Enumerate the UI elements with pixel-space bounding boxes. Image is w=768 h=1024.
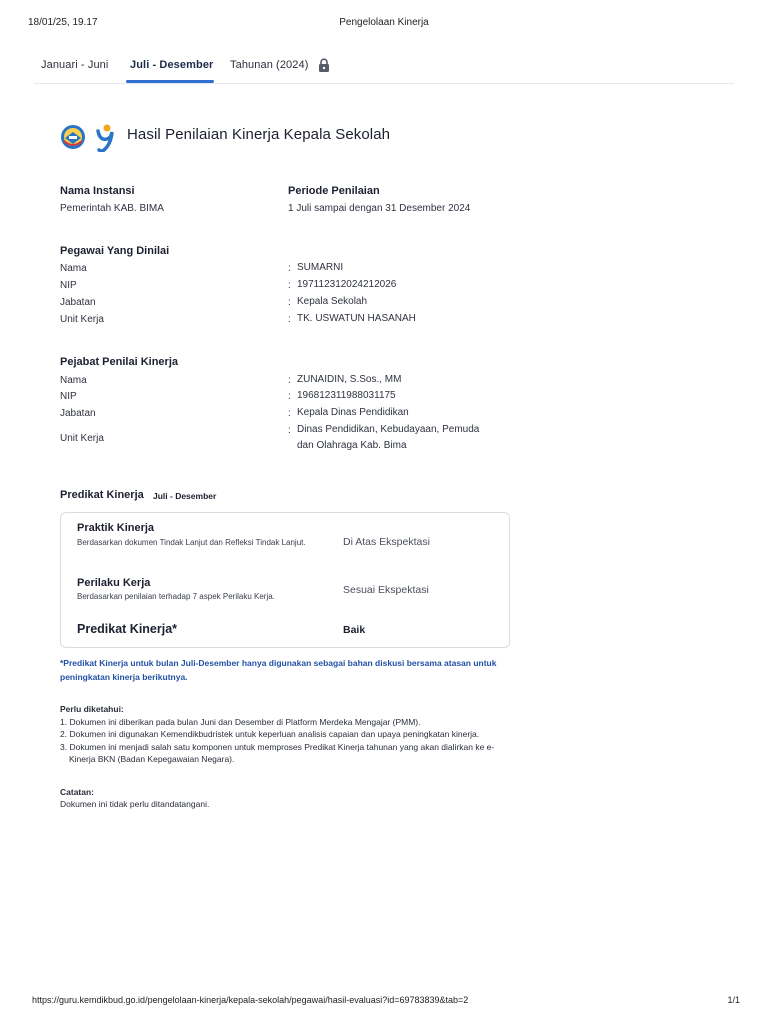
predikat-final-title: Predikat Kinerja* [77, 622, 178, 636]
print-title: Pengelolaan Kinerja [339, 17, 429, 28]
tab-januari-juni[interactable]: Januari - Juni [41, 59, 109, 71]
pegawai-nip-value: 197112312024212026 [297, 279, 397, 290]
praktik-kinerja-value: Di Atas Ekspektasi [343, 536, 430, 548]
print-header [28, 17, 740, 31]
colon: : [288, 425, 291, 436]
lock-icon [318, 58, 330, 72]
colon: : [288, 280, 291, 291]
praktik-kinerja-title: Praktik Kinerja [77, 522, 155, 534]
perilaku-kerja-title: Perilaku Kerja [77, 577, 151, 589]
perlu-diketahui-item: 1. Dokumen ini diberikan pada bulan Juni dan Desember di Platform Merdeka Mengajar (PMM). [60, 716, 421, 727]
page-title: Hasil Penilaian Kinerja Kepala Sekolah [127, 126, 391, 143]
page-number: 1/1 [727, 995, 740, 1005]
pegawai-unit-kerja-value: TK. USWATUN HASANAH [297, 313, 416, 324]
pegawai-heading: Pegawai Yang Dinilai [60, 245, 170, 257]
pejabat-nama-label: Nama [60, 375, 87, 386]
nama-instansi-label: Nama Instansi [60, 185, 135, 197]
pmm-logo-icon [98, 125, 112, 152]
perilaku-kerja-desc: Berdasarkan penilaian terhadap 7 aspek Perilaku Kerja. [77, 592, 275, 601]
periode-penilaian-value: 1 Juli sampai dengan 31 Desember 2024 [288, 203, 471, 214]
tab-tahunan[interactable]: Tahunan (2024) [230, 59, 309, 71]
catatan [60, 786, 209, 810]
catatan-text: Dokumen ini tidak perlu ditandatangani. [60, 799, 210, 809]
active-tab-indicator [126, 80, 214, 83]
colon: : [288, 375, 291, 386]
pejabat-unit-kerja-label: Unit Kerja [60, 433, 104, 444]
kemendikbud-logo-icon [61, 125, 85, 149]
nama-instansi-value: Pemerintah KAB. BIMA [60, 203, 164, 214]
pegawai-jabatan-label: Jabatan [60, 297, 96, 308]
pejabat-heading: Pejabat Penilai Kinerja [60, 356, 178, 368]
pejabat-jabatan-label: Jabatan [60, 408, 96, 419]
pejabat-nip-label: NIP [60, 391, 77, 402]
pegawai-nama-label: Nama [60, 263, 87, 274]
tab-juli-desember[interactable]: Juli - Desember [130, 59, 214, 71]
pejabat-unit-kerja-value-line1: Dinas Pendidikan, Kebudayaan, Pemuda [297, 424, 480, 435]
pejabat-nip-value: 196812311988031175 [297, 390, 396, 401]
perlu-diketahui [60, 703, 520, 766]
pejabat-nama-value: ZUNAIDIN, S.Sos., MM [297, 374, 402, 385]
page-url: https://guru.kemdikbud.go.id/pengelolaan-kinerja/kepala-sekolah/pegawai/hasil-evaluasi?id=69783839&tab=2 [32, 995, 469, 1005]
colon: : [288, 408, 291, 419]
colon: : [288, 391, 291, 402]
praktik-kinerja-desc: Berdasarkan dokumen Tindak Lanjut dan Refleksi Tindak Lanjut. [77, 538, 306, 547]
predikat-final-value: Baik [343, 624, 366, 636]
predikat-kinerja-heading: Predikat Kinerja [60, 489, 144, 501]
perilaku-kerja-value: Sesuai Ekspektasi [343, 584, 429, 596]
print-timestamp: 18/01/25, 19.17 [28, 17, 98, 28]
period-tabs [34, 52, 734, 84]
perlu-diketahui-item: 2. Dokumen ini digunakan Kemendikbudristek untuk keperluan analisis capaian dan upaya peningkatan kinerja. [60, 729, 480, 739]
pegawai-nama-value: SUMARNI [297, 262, 344, 273]
periode-penilaian-label: Periode Penilaian [288, 185, 380, 197]
logos [60, 122, 118, 152]
colon: : [288, 297, 291, 308]
perlu-diketahui-item: 3. Dokumen ini menjadi salah satu komponen untuk memproses Predikat Kinerja tahunan yang akan dialirkan ke e-Kinerja BKN (Badan Kepegawaian Negara). [60, 741, 495, 764]
catatan-heading: Catatan: [60, 787, 95, 797]
colon: : [288, 263, 291, 274]
pegawai-jabatan-value: Kepala Sekolah [297, 296, 368, 307]
pegawai-unit-kerja-label: Unit Kerja [60, 314, 104, 325]
predikat-period: Juli - Desember [153, 491, 217, 501]
pegawai-nip-label: NIP [60, 280, 77, 291]
predikat-card [60, 512, 510, 648]
predikat-note: *Predikat Kinerja untuk bulan Juli-Desember hanya digunakan sebagai bahan diskusi bersama atasan untuk peningkatan kinerja berikutnya. [60, 658, 497, 682]
pejabat-unit-kerja-value-line2: dan Olahraga Kab. Bima [297, 440, 407, 451]
perlu-diketahui-heading: Perlu diketahui: [60, 704, 124, 714]
pejabat-jabatan-value: Kepala Dinas Pendidikan [297, 407, 409, 418]
colon: : [288, 314, 291, 325]
